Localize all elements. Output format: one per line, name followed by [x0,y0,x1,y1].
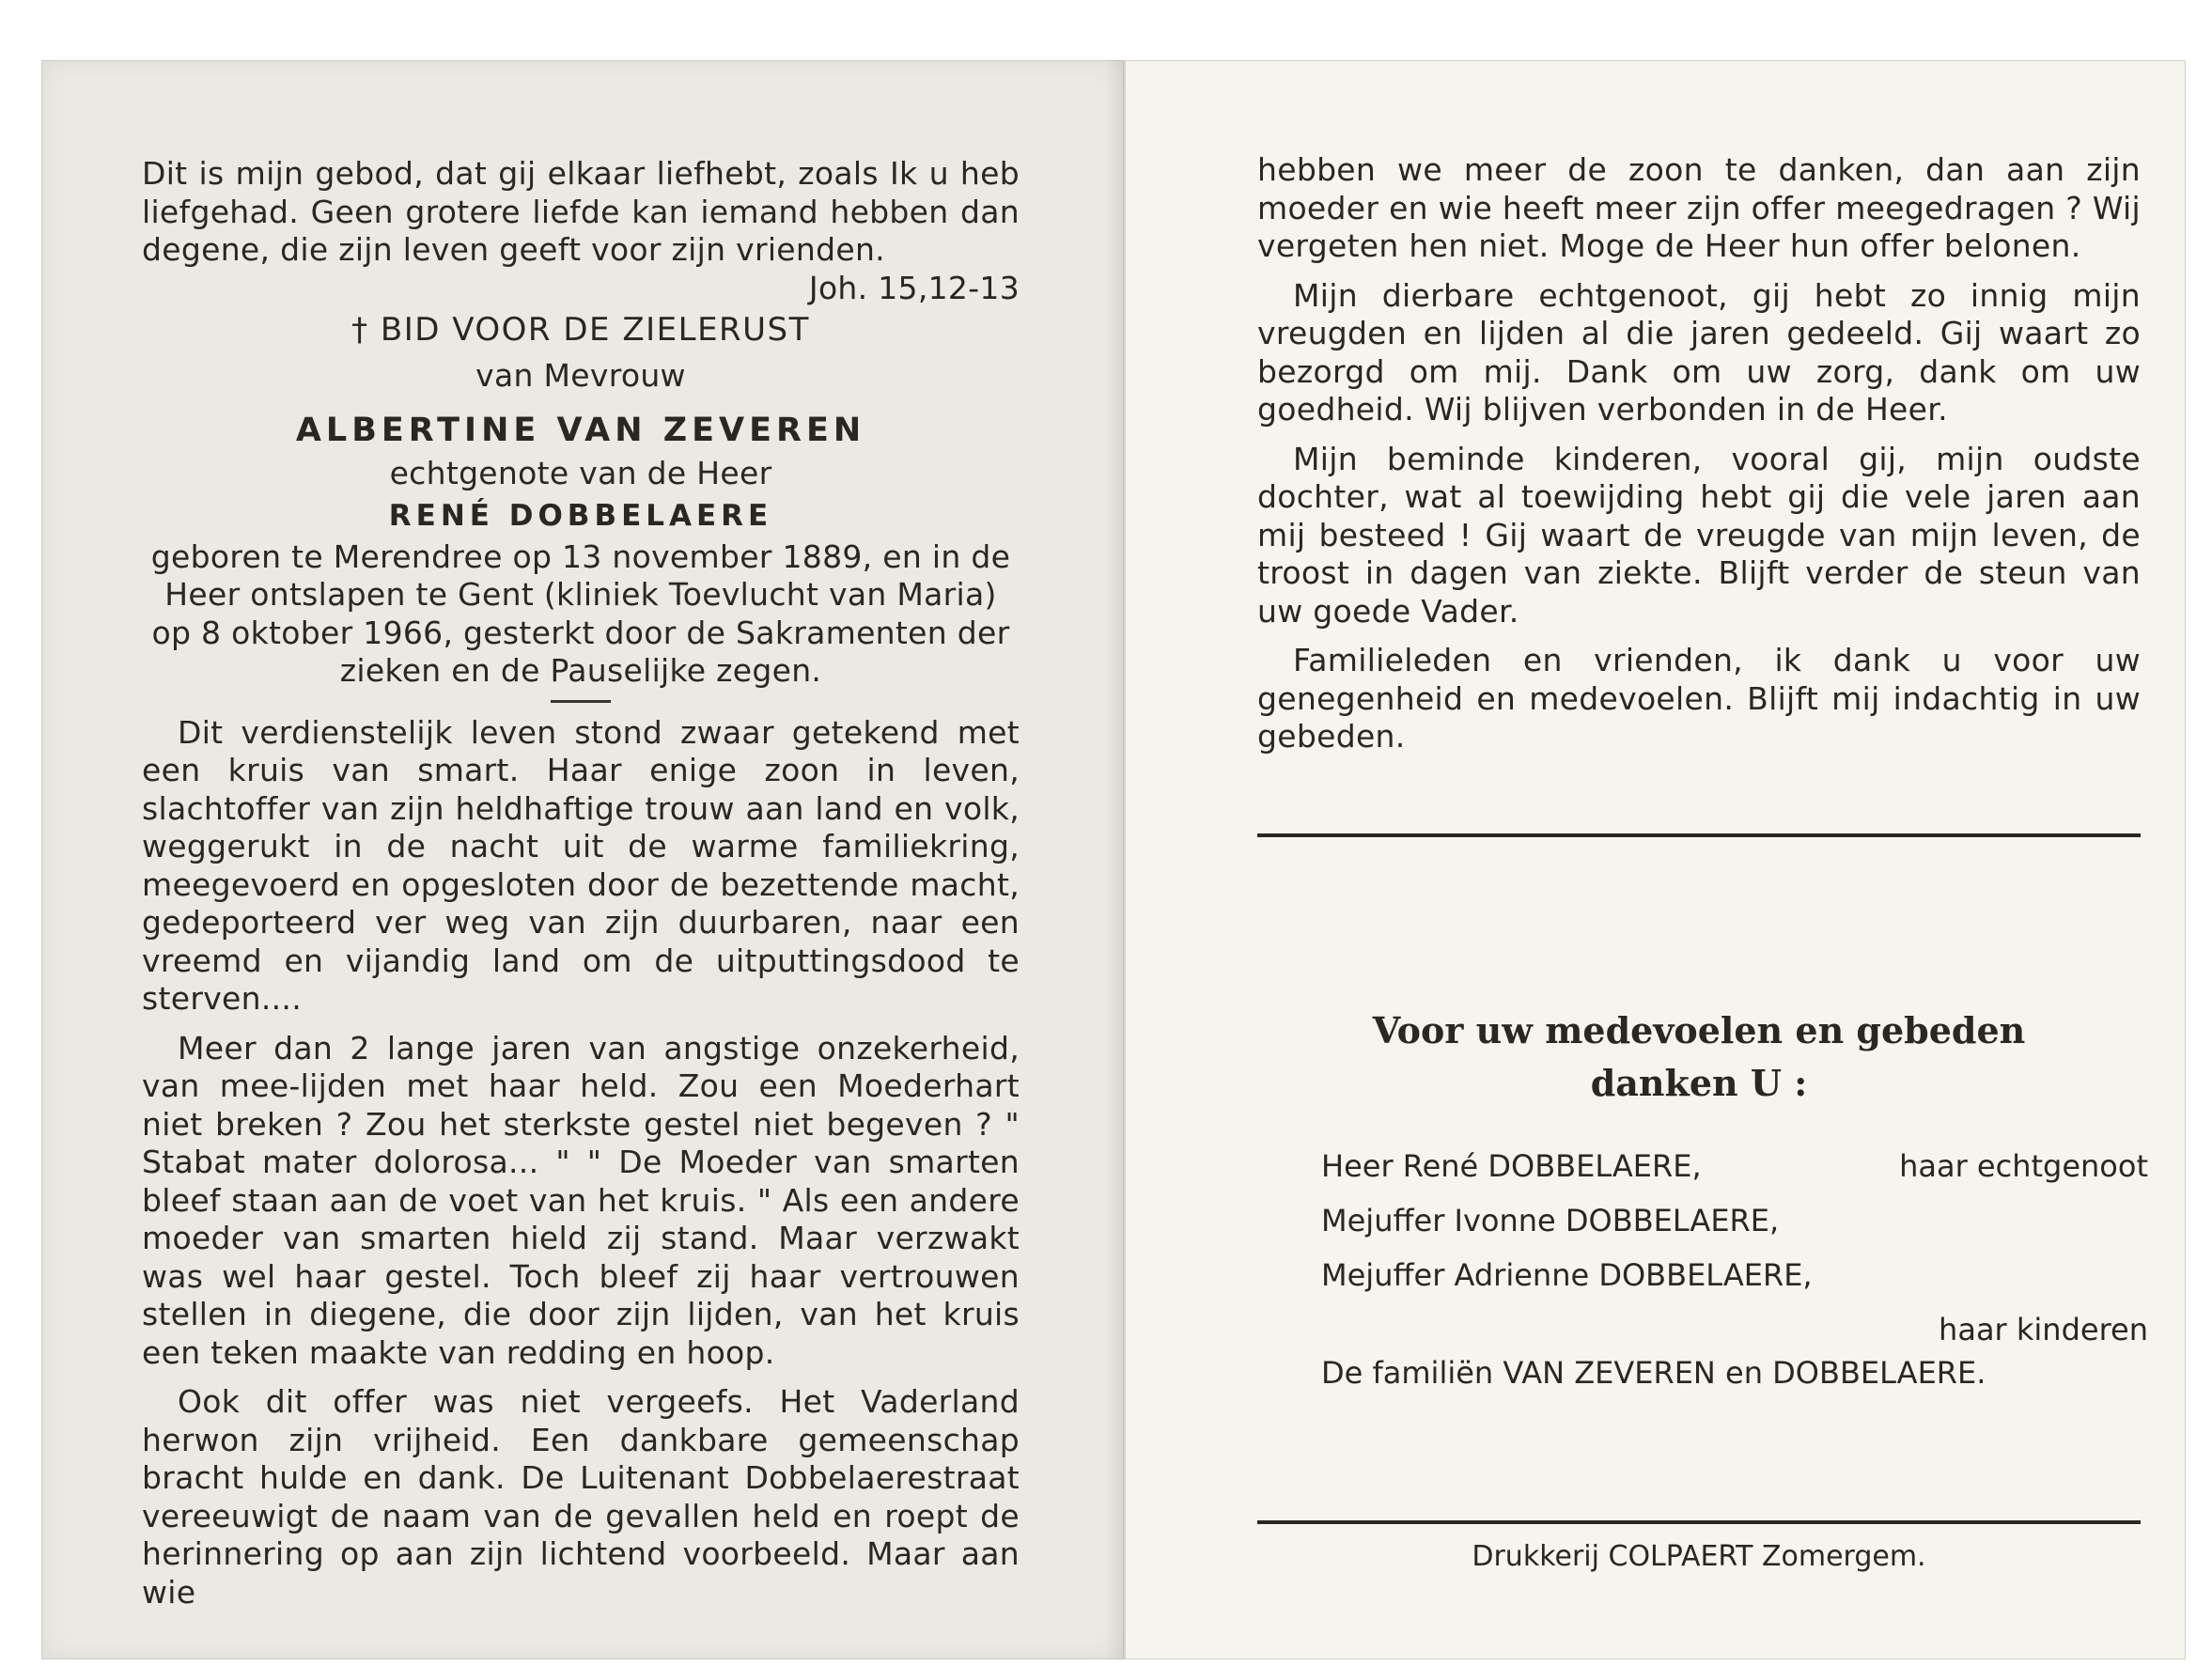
thanks-line-2: danken U : [1590,1062,1808,1104]
left-paragraph: Dit verdienstelijk leven stond zwaar getekend met een kruis van smart. Haar enige zoon in leven, slachtoffer van zijn heldhaftige trouw aan land en volk, weggerukt in de nacht uit de warme familiekring, meegevoerd en opgesloten door de bezettende macht, gedeporteerd ver weg van zijn duurbaren, naar een vreemd en vijandig land om de uitputtingsdood te sterven.... [142,713,1020,1017]
family-row [1321,1256,2148,1311]
children-row [1321,1311,2148,1354]
family-row [1321,1147,2148,1202]
right-paragraph: Mijn dierbare echtgenoot, gij hebt zo innig mijn vreugden en lijden al die jaren gedeeld. Gij waart zo bezorgd om mij. Dank om uw zorg, dank om uw goedheid. Wij blijven verbonden in de Heer. [1257,276,2141,428]
bible-quote: Dit is mijn gebod, dat gij elkaar liefhebt, zoals Ik u heb liefgehad. Geen grotere liefde kan iemand hebben dan degene, die zijn leven geeft voor zijn vrienden. [142,155,1020,268]
family-name: Mejuffer Ivonne DOBBELAERE, [1321,1203,1780,1238]
divider-top [1257,833,2141,837]
right-panel [1124,60,2186,1659]
family-role: haar echtgenoot [1899,1148,2148,1184]
prayer-line: BID VOOR DE ZIELERUST [380,311,810,349]
family-name: Heer René DOBBELAERE, [1321,1148,1702,1184]
memorial-card [41,60,2186,1659]
birth-death-info: geboren te Merendree op 13 november 1889, en in de Heer ontslapen te Gent (kliniek Toevlucht van Maria) op 8 oktober 1966, gesterkt door de Sakramenten der zieken en de Pauselijke zegen. [150,537,1011,689]
thanks-line-1: Voor uw medevoelen en gebeden [1372,1009,2026,1051]
left-panel-content [142,155,1020,1612]
thanks-heading [1257,1004,2141,1110]
family-row [1321,1202,2148,1256]
family-name: Mejuffer Adrienne DOBBELAERE, [1321,1257,1813,1293]
right-paragraph: hebben we meer de zoon te danken, dan aan zijn moeder en wie heeft meer zijn offer meegedragen ? Wij vergeten hen niet. Moge de Heer hun offer belonen. [1257,151,2141,264]
bible-reference: Joh. 15,12-13 [808,269,1020,306]
left-paragraph: Ook dit offer was niet vergeefs. Het Vaderland herwon zijn vrijheid. Een dankbare gemeenschap bracht hulde en dank. De Luitenant Dobbelaerestraat vereeuwigt de naam van de gevallen held en roept de herinnering op aan zijn lichtend voorbeeld. Maar aan wie [142,1383,1020,1611]
spouse-name: RENÉ DOBBELAERE [388,498,773,533]
right-paragraph: Mijn beminde kinderen, vooral gij, mijn oudste dochter, wat al toewijding hebt gij die vele jaren aan mij besteed ! Gij waart de vreugde van mijn leven, de troost in dagen van ziekte. Blijft verder de steun van uw goede Vader. [1257,440,2141,630]
cross-icon: † [351,311,369,349]
families-line: De familiën VAN ZEVEREN en DOBBELAERE. [1321,1355,1986,1391]
children-role: haar kinderen [1939,1312,2148,1347]
printer-credit: Drukkerij COLPAERT Zomergem. [1472,1540,1926,1573]
prayer-heading [142,311,1020,350]
left-paragraph: Meer dan 2 lange jaren van angstige onzekerheid, van mee-lijden met haar held. Zou een Moederhart niet breken ? Zou het sterkste gestel niet begeven ? " Stabat mater dolorosa... " " De Moeder van smarten bleef staan aan de voet van het kruis. " Als een andere moeder van smarten hield zij stand. Maar verzwakt was wel haar gestel. Toch bleef zij haar vertrouwen stellen in diegene, die door zijn lijden, van het kruis een teken maakte van redding en hoop. [142,1029,1020,1371]
family-list [1321,1147,2148,1409]
left-panel [41,60,1124,1659]
right-panel-content [1257,151,2141,756]
short-divider [551,700,611,703]
families-row [1321,1354,2148,1409]
right-paragraph: Familieleden en vrienden, ik dank u voor uw genegenheid en medevoelen. Blijft mij indachtig in uw gebeden. [1257,642,2141,755]
divider-bottom [1257,1520,2141,1524]
title-line: van Mevrouw [475,356,686,394]
spouse-line: echtgenote van de Heer [389,455,772,491]
deceased-name: ALBERTINE VAN ZEVEREN [295,412,866,449]
